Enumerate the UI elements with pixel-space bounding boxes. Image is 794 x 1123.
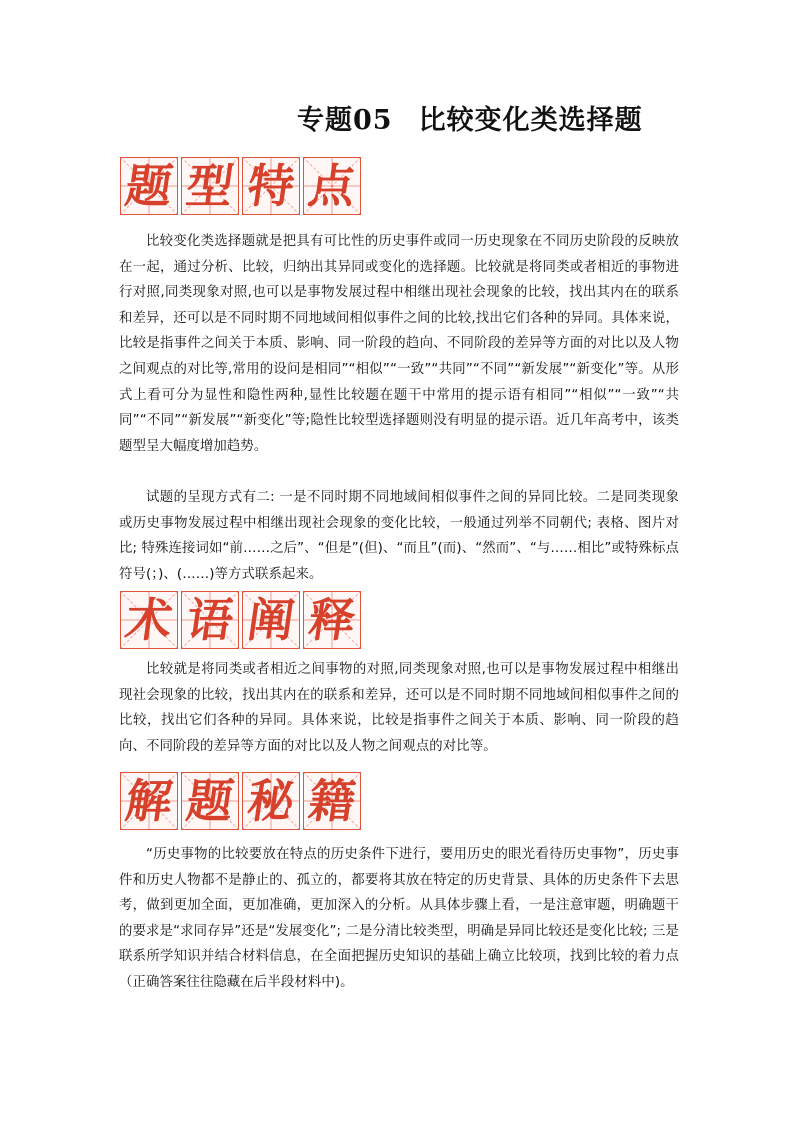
features-paragraph-1: 比较变化类选择题就是把具有可比性的历史事件或同一历史现象在不同历史阶段的反映放在一起，通过分析、比较，归纳出其异同或变化的选择题。比较就是将同类或者相近的事物进行对照,同类现象对照,也可以是事物发展过程中相继出现社会现象的比较，找出其内在的联系和差异，还可以是不同时期不同地域间相似事件之间的比较,找出它们各种的异同。具体来说，比较是指事件之间关于本质、影响、同一阶段的趋向、不同阶段的差异等方面的对比以及人物之间观点的对比等,常用的设问是相同”“相似”“一致”“共同”“不同”“新发展”“新变化”等。从形式上看可分为显性和隐性两种,显性比较题在题干中常用的提示语有相同”“相似”“一致”“共同”“不同”“新发展”“新变化”等;隐性比较型选择题则没有明显的提示语。近几年高考中，该类题型呈大幅度增加趋势。 xyxy=(119,234,679,454)
terms-paragraph: 比较就是将同类或者相近之间事物的对照,同类现象对照,也可以是事物发展过程中相继出现社会现象的比较，找出其内在的联系和差异，还可以是不同时期不同地域间相似事件之间的比较，找出它们各种的异同。具体来说，比较是指事件之间关于本质、影响、同一阶段的趋向、不同阶段的差异等方面的对比以及人物之间观点的对比等。 xyxy=(119,662,679,754)
badge-cell xyxy=(181,772,239,830)
title-text: 比较变化类选择题 xyxy=(418,105,643,136)
badge-cell xyxy=(120,591,178,649)
badge-cell xyxy=(120,157,178,215)
badge-cell xyxy=(120,772,178,830)
badge-char: 点 xyxy=(305,159,359,213)
features-paragraph-2: 试题的呈现方式有二: 一是不同时期不同地域间相似事件之间的异同比较。二是同类现象或历史事物发展过程中相继出现社会现象的变化比较，一般通过列举不同朝代; 表格、图片对比; 特殊连接词如“前……之后”、“但是”(但)、“而且”(而)、“然而”、“与……相比”或特殊标点符号(；)、(……)等方式联系起来。 xyxy=(119,490,679,582)
badge-char: 术 xyxy=(122,593,176,647)
section-badge-terms xyxy=(120,591,361,649)
badge-char: 秘 xyxy=(244,774,298,828)
badge-cell xyxy=(242,772,300,830)
badge-char: 籍 xyxy=(305,774,359,828)
badge-char: 解 xyxy=(122,774,176,828)
tips-paragraph: “历史事物的比较要放在特点的历史条件下进行，要用历史的眼光看待历史事物”，历史事件和历史人物都不是静止的、孤立的，都要将其放在特定的历史背景、具体的历史条件下去思考，做到更加全面，更加准确，更加深入的分析。从具体步骤上看，一是注意审题，明确题干的要求是“求同存异”还是“发展变化”; 二是分清比较类型，明确是异同比较还是变化比较; 三是联系所学知识并结合材料信息，在全面把握历史知识的基础上确立比较项，找到比较的着力点（正确答案往往隐藏在后半段材料中)。 xyxy=(119,847,679,990)
badge-cell xyxy=(181,591,239,649)
badge-char: 题 xyxy=(122,159,176,213)
badge-cell xyxy=(303,591,361,649)
badge-char: 题 xyxy=(183,774,237,828)
badge-char: 释 xyxy=(305,593,359,647)
section-badge-features xyxy=(120,157,361,215)
badge-cell xyxy=(303,772,361,830)
badge-char: 型 xyxy=(183,159,237,213)
page-title xyxy=(0,98,794,137)
title-number: 专题05 xyxy=(297,105,393,136)
badge-cell xyxy=(242,157,300,215)
badge-cell xyxy=(181,157,239,215)
badge-char: 特 xyxy=(244,159,298,213)
badge-cell xyxy=(242,591,300,649)
section-badge-tips xyxy=(120,772,361,830)
badge-cell xyxy=(303,157,361,215)
badge-char: 阐 xyxy=(244,593,298,647)
badge-char: 语 xyxy=(183,593,237,647)
